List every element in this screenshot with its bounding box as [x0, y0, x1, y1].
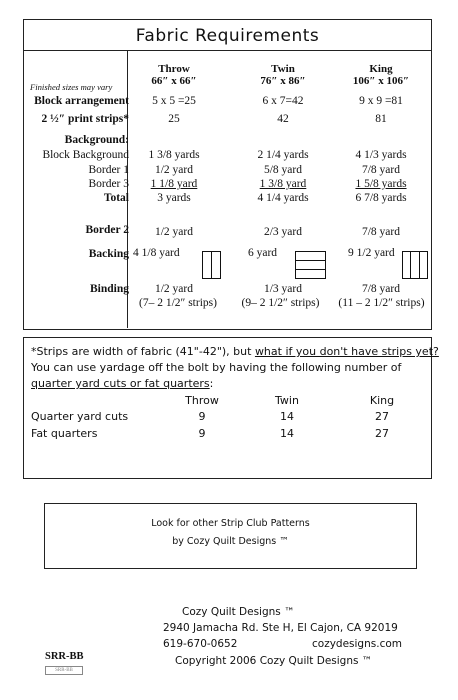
row-label-binding: Binding — [90, 283, 129, 295]
cuts-label-fat-quarters: Fat quarters — [31, 427, 98, 440]
footer-copyright: Copyright 2006 Cozy Quilt Designs ™ — [175, 655, 373, 667]
row-label-border-3: Border 3 — [88, 178, 129, 190]
cell-value: 1/2 yard — [154, 226, 193, 238]
cuts-header-king: King — [369, 394, 395, 407]
row-label-backing: Backing — [88, 248, 129, 260]
strips-note-box — [23, 337, 432, 479]
column-header-throw — [128, 63, 220, 87]
vertical-strips-icon — [202, 251, 221, 279]
cell-value: 6 yard — [248, 247, 278, 259]
row-label-print-strips: 2 ½″ print strips* — [41, 113, 129, 125]
cell-text: 1 3/8 yard — [259, 178, 307, 190]
finished-size-note: Finished sizes may vary — [30, 82, 113, 92]
cuts-value: 9 — [198, 410, 206, 423]
cuts-value: 27 — [375, 427, 389, 440]
strips-note-colon: : — [209, 377, 214, 390]
row-label-background: Background: — [64, 134, 129, 146]
cell-value: 5 x 5 =25 — [152, 95, 196, 107]
title-divider — [23, 50, 432, 51]
horizontal-strips-icon — [295, 251, 326, 279]
cell-value: 25 — [168, 113, 180, 125]
cell-value: 5/8 yard — [263, 164, 302, 176]
cell-value: 4 1/4 yards — [257, 192, 309, 204]
cell-value: 42 — [277, 113, 289, 125]
cell-value: 81 — [375, 113, 387, 125]
strips-note-line-2: You can use yardage off the bolt by having the following number of — [31, 361, 402, 374]
cell-value: 4 1/3 yards — [355, 149, 407, 161]
column-name: King — [369, 63, 393, 75]
cell-value: 6 7/8 yards — [355, 192, 407, 204]
cell-value-underlined — [128, 178, 220, 190]
cell-value: 9 1/2 yard — [348, 247, 395, 259]
column-header-king — [333, 63, 429, 87]
strips-note-line-1 — [31, 345, 439, 358]
page-title: Fabric Requirements — [135, 26, 320, 46]
column-size: 76″ x 86″ — [260, 75, 306, 87]
vertical-strips-icon — [402, 251, 428, 279]
cell-value: 1 3/8 yards — [148, 149, 200, 161]
cuts-value: 9 — [198, 427, 206, 440]
cuts-value: 27 — [375, 410, 389, 423]
cell-text: 1 5/8 yards — [355, 178, 407, 190]
barcode-label: SRR-BB — [45, 666, 83, 675]
cell-value: 2 1/4 yards — [257, 149, 309, 161]
cell-value: 3 yards — [157, 192, 191, 204]
cell-subvalue: (9– 2 1/2″ strips) — [241, 297, 320, 309]
cell-value: 1/3 yard — [263, 283, 302, 295]
cell-value: 7/8 yard — [361, 226, 400, 238]
pattern-code: SRR-BB — [45, 651, 84, 662]
cuts-value: 14 — [280, 427, 294, 440]
footer-website[interactable]: cozydesigns.com — [312, 638, 402, 650]
cuts-value: 14 — [280, 410, 294, 423]
row-label-border-2: Border 2 — [85, 224, 129, 236]
row-label-total: Total — [103, 192, 129, 204]
footer-company: Cozy Quilt Designs ™ — [182, 606, 295, 618]
cell-value: 6 x 7=42 — [262, 95, 304, 107]
column-size: 106″ x 106″ — [352, 75, 410, 87]
cuts-label-quarter-yard: Quarter yard cuts — [31, 410, 129, 423]
strips-note-line-3 — [31, 377, 213, 390]
strips-note-underlined: quarter yard cuts or fat quarters — [31, 377, 210, 390]
column-size: 66″ x 66″ — [151, 75, 197, 87]
cell-value: 7/8 yard — [361, 164, 400, 176]
column-name: Twin — [271, 63, 295, 75]
cell-value: 9 x 9 =81 — [359, 95, 403, 107]
cell-value: 7/8 yard — [361, 283, 400, 295]
cuts-header-throw: Throw — [185, 394, 219, 407]
footer-phone: 619-670-0652 — [163, 638, 238, 650]
cell-value: 1/2 yard — [154, 164, 193, 176]
cuts-header-twin: Twin — [275, 394, 299, 407]
promo-line-2: by Cozy Quilt Designs ™ — [172, 536, 289, 547]
row-label-block-arrangement: Block arrangement — [34, 95, 129, 107]
column-header-twin — [233, 63, 333, 87]
cell-text: 1 1/8 yard — [150, 178, 198, 190]
cell-value-underlined — [333, 178, 429, 190]
row-label-block-background: Block Background — [42, 149, 129, 161]
cell-value: 1/2 yard — [154, 283, 193, 295]
strips-note-emphasis: what if you don't have strips yet? — [254, 345, 439, 358]
cell-value: 2/3 yard — [263, 226, 302, 238]
column-name: Throw — [158, 63, 190, 75]
cell-subvalue: (11 – 2 1/2″ strips) — [338, 297, 425, 309]
cell-value: 4 1/8 yard — [133, 247, 180, 259]
footer-address: 2940 Jamacha Rd. Ste H, El Cajon, CA 92019 — [163, 622, 398, 634]
promo-line-1: Look for other Strip Club Patterns — [151, 518, 310, 529]
cell-subvalue: (7– 2 1/2″ strips) — [139, 297, 217, 309]
strips-note-text: *Strips are width of fabric (41"-42"), but — [31, 345, 255, 358]
row-label-border-1: Border 1 — [88, 164, 129, 176]
cell-value-underlined — [233, 178, 333, 190]
